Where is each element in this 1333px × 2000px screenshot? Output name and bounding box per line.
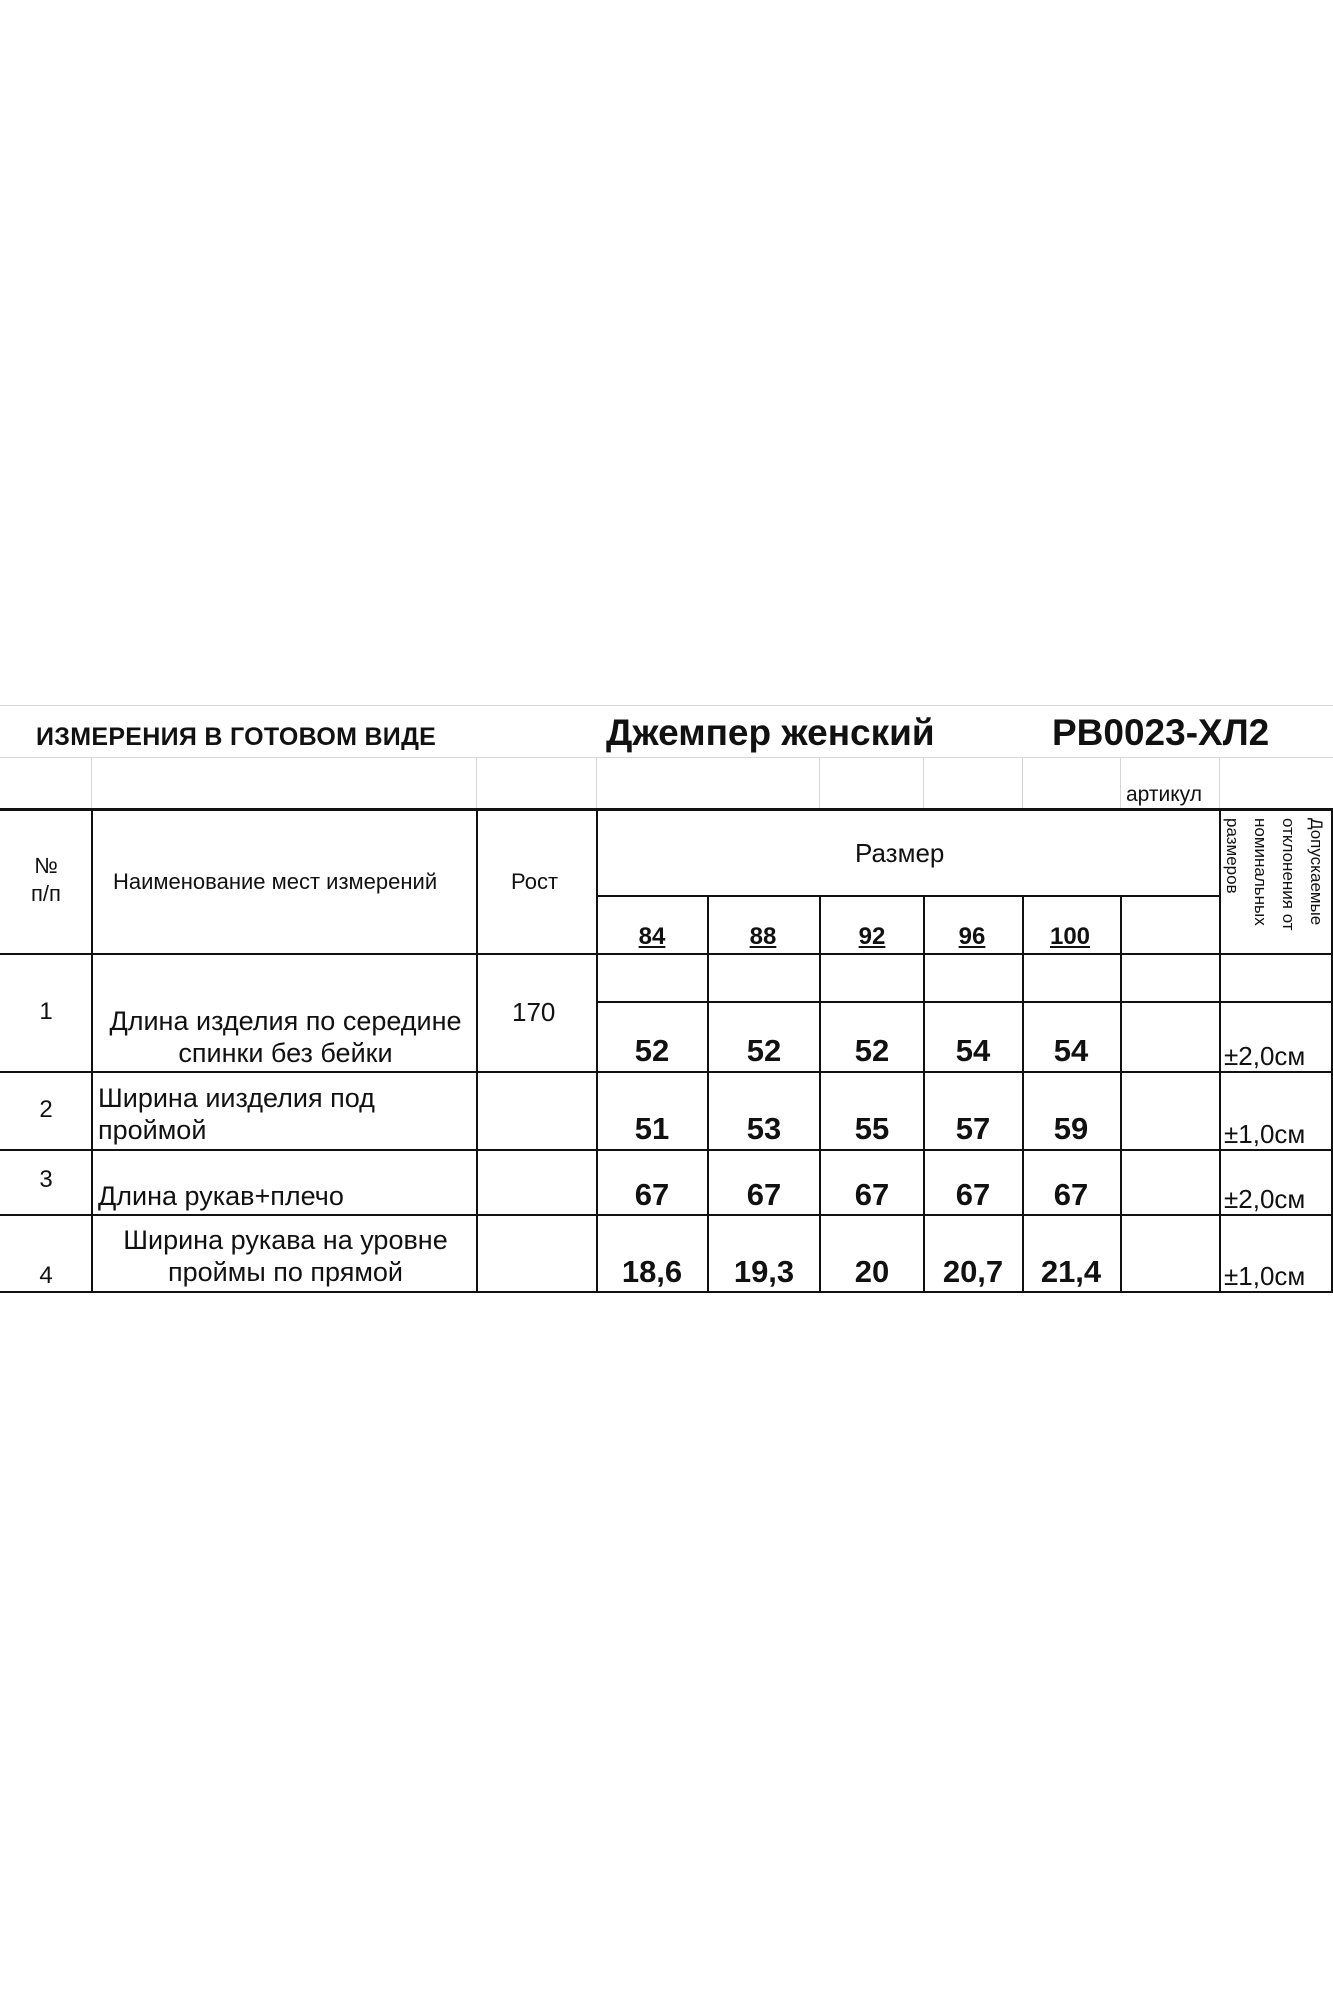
row-1-height: 170 — [512, 997, 556, 1027]
grid-line-top — [0, 705, 1333, 706]
row-3-name: Длина рукав+плечо — [98, 1181, 344, 1211]
grid-vline-3 — [596, 757, 597, 809]
grid-vline-2 — [476, 757, 477, 809]
vline-size-96 — [1022, 895, 1024, 1293]
row-2-value-84: 51 — [634, 1111, 670, 1146]
grid-vline-5 — [923, 757, 924, 809]
row-2-name: Ширина иизделия под проймой — [98, 1083, 375, 1145]
grid-line-title-bottom — [0, 757, 1333, 758]
row-4-value-100: 21,4 — [1040, 1254, 1102, 1289]
size-header-88: 88 — [749, 923, 777, 950]
row1-bottom-border — [0, 1071, 1333, 1073]
grid-vline-6 — [1022, 757, 1023, 809]
column-header-num: № п/п — [31, 853, 61, 906]
row-4-value-84: 18,6 — [621, 1254, 683, 1289]
row-3-value-100: 67 — [1053, 1177, 1089, 1212]
size-header-96: 96 — [958, 923, 986, 950]
row-2-value-88: 53 — [746, 1111, 782, 1146]
row-4-tolerance: ±1,0см — [1224, 1261, 1306, 1291]
row-3-value-96: 67 — [955, 1177, 991, 1212]
vline-name — [476, 808, 478, 1293]
row-1-name: Длина изделия по середине спинки без бейки — [109, 1006, 462, 1068]
article-code: РВ0023-ХЛ2 — [1052, 712, 1270, 753]
size-header-84: 84 — [638, 923, 666, 950]
row-3-num: 3 — [39, 1166, 53, 1193]
row-1-tolerance: ±2,0см — [1224, 1041, 1306, 1071]
product-name: Джемпер женский — [606, 712, 935, 753]
row-3-tolerance: ±2,0см — [1224, 1184, 1306, 1214]
row-4-value-88: 19,3 — [733, 1254, 795, 1289]
row-1-value-96: 54 — [955, 1033, 991, 1068]
vline-size-92 — [923, 895, 925, 1293]
table-top-border — [0, 808, 1333, 811]
grid-vline-7 — [1120, 757, 1121, 809]
row-2-value-100: 59 — [1053, 1111, 1089, 1146]
row-1-value-88: 52 — [746, 1033, 782, 1068]
vline-size-100 — [1120, 895, 1122, 1293]
column-header-tolerance: Допускаемые отклонения от номинальных размеров — [1223, 818, 1326, 931]
row-4-value-92: 20 — [854, 1254, 890, 1289]
column-header-height: Рост — [511, 869, 559, 894]
row-3-value-84: 67 — [634, 1177, 670, 1212]
row-4-value-96: 20,7 — [942, 1254, 1004, 1289]
size-header-92: 92 — [858, 923, 886, 950]
size-header-divider — [596, 895, 1220, 897]
grid-vline-8 — [1219, 757, 1220, 809]
row-3-value-88: 67 — [746, 1177, 782, 1212]
row-1-value-84: 52 — [634, 1033, 670, 1068]
column-header-size-group: Размер — [855, 838, 945, 868]
row3-bottom-border — [0, 1214, 1333, 1216]
row-1-value-100: 54 — [1053, 1033, 1089, 1068]
article-label: артикул — [1126, 783, 1202, 806]
vline-size-88 — [819, 895, 821, 1293]
row-3-value-92: 67 — [854, 1177, 890, 1212]
size-header-100: 100 — [1049, 923, 1091, 950]
row-1-num: 1 — [39, 998, 53, 1025]
row-2-tolerance: ±1,0см — [1224, 1119, 1306, 1149]
grid-vline-1 — [91, 757, 92, 809]
row-4-name: Ширина рукава на уровне проймы по прямой — [123, 1225, 448, 1287]
row-2-num: 2 — [39, 1096, 53, 1123]
sheet-title: ИЗМЕРЕНИЯ В ГОТОВОМ ВИДЕ — [36, 723, 437, 751]
row2-bottom-border — [0, 1149, 1333, 1151]
column-header-name: Наименование мест измерений — [113, 869, 438, 894]
row-1-value-92: 52 — [854, 1033, 890, 1068]
row-4-num: 4 — [39, 1262, 53, 1289]
row-2-value-96: 57 — [955, 1111, 991, 1146]
table-bottom-border — [0, 1291, 1333, 1293]
grid-vline-4 — [819, 757, 820, 809]
row-2-value-92: 55 — [854, 1111, 890, 1146]
header-bottom-border — [0, 953, 1333, 955]
vline-size-84 — [707, 895, 709, 1293]
